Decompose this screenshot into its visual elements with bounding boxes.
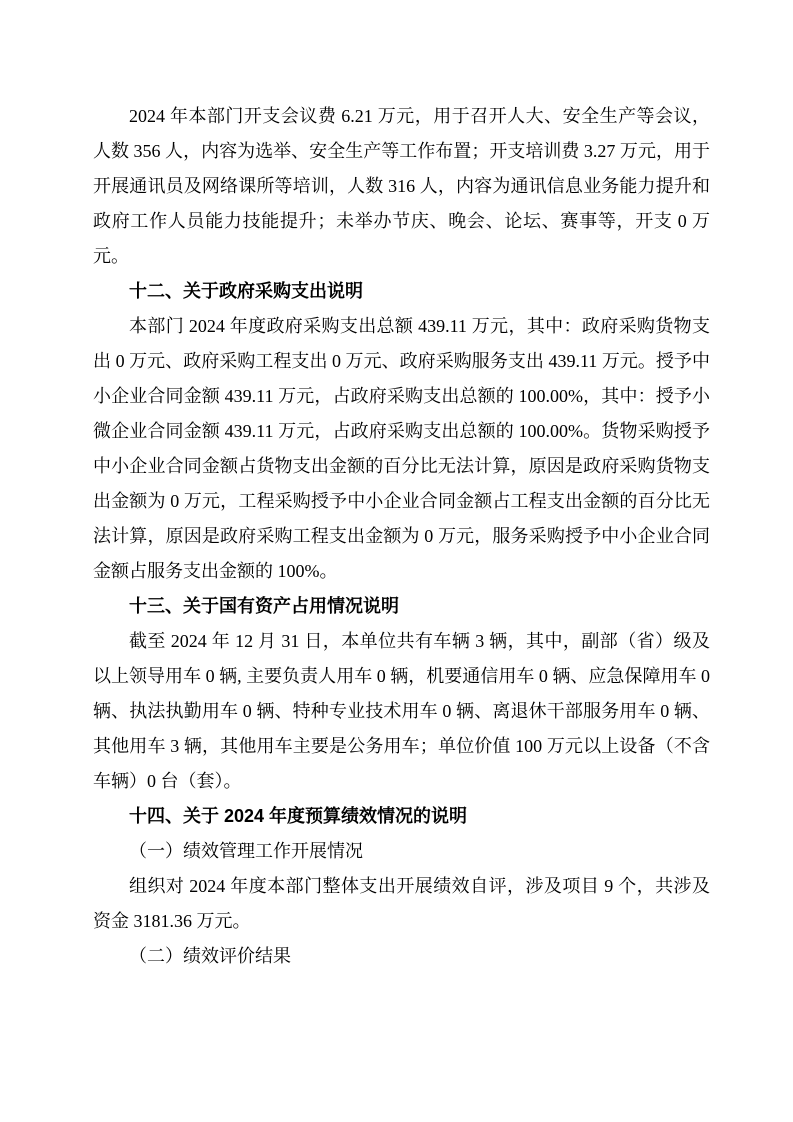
paragraph-vehicles-and-equipment-detail: 截至 2024 年 12 月 31 日，本单位共有车辆 3 辆，其中，副部（省）级及以上领导用车 0 辆, 主要负责人用车 0 辆，机要通信用车 0 辆、应急保障用车 0 辆、执法执勤用车 0 辆、特种专业技术用车 0 辆、离退休干部服务用车 0 辆、其他用车 3 辆，其他用车主要是公务用车；单位价值 100 万元以上设备（不含车辆）0 台（套）。 — [93, 631, 710, 791]
paragraph-performance-self-evaluation: 组织对 2024 年度本部门整体支出开展绩效自评，涉及项目 9 个，共涉及资金 3181.36 万元。 — [93, 876, 710, 931]
subheading-2-performance-evaluation-results: （二）绩效评价结果 — [129, 946, 291, 966]
subheading-1-performance-management-work: （一）绩效管理工作开展情况 — [129, 841, 363, 861]
paragraph-conference-and-training-expense: 2024 年本部门开支会议费 6.21 万元，用于召开人大、安全生产等会议，人数 356 人，内容为选举、安全生产等工作布置；开支培训费 3.27 万元，用于开展通讯员及网络课所等培训，人数 316 人，内容为通讯信息业务能力提升和政府工作人员能力技能提升；未举办节庆、晚会、论坛、赛事等，开支 0 万元。 — [93, 106, 710, 266]
section-heading-14-budget-performance: 十四、关于 2024 年度预算绩效情况的说明 — [129, 806, 468, 826]
section-heading-12-government-procurement: 十二、关于政府采购支出说明 — [129, 281, 363, 301]
paragraph-government-procurement-detail: 本部门 2024 年度政府采购支出总额 439.11 万元，其中：政府采购货物支出 0 万元、政府采购工程支出 0 万元、政府采购服务支出 439.11 万元。授予中小企业合同金额 439.11 万元，占政府采购支出总额的 100.00%，其中：授予小微企业合同金额 439.11 万元，占政府采购支出总额的 100.00%。货物采购授予中小企业合同金额占货物支出金额的百分比无法计算，原因是政府采购货物支出金额为 0 万元，工程采购授予中小企业合同金额占工程支出金额的百分比无法计算，原因是政府采购工程支出金额为 0 万元，服务采购授予中小企业合同金额占服务支出金额的 100%。 — [93, 316, 710, 581]
section-heading-13-state-owned-assets: 十三、关于国有资产占用情况说明 — [129, 596, 399, 616]
